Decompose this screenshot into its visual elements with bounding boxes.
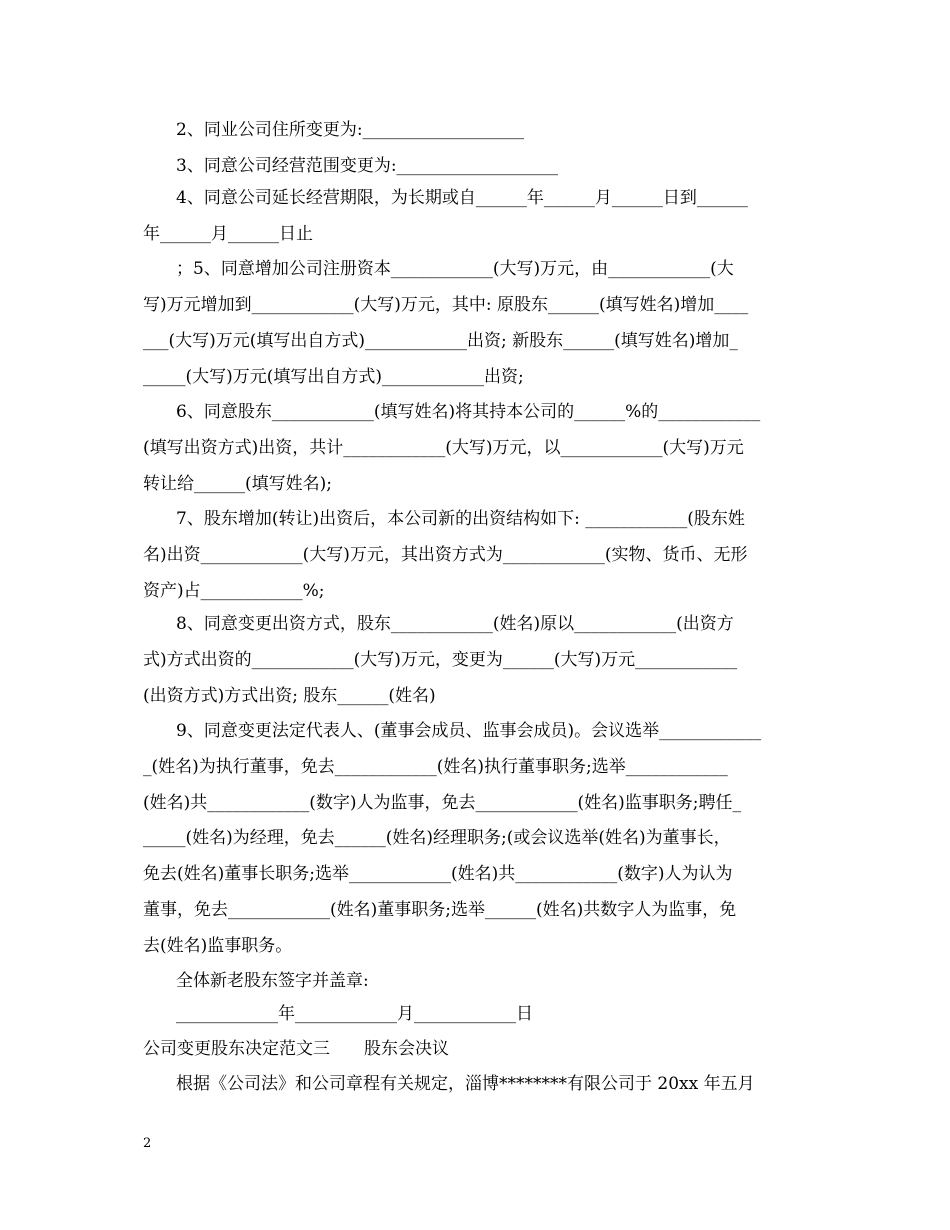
text-line: 根据《公司法》和公司章程有关规定，淄博********有限公司于 20xx 年五月 bbox=[176, 1074, 755, 1094]
text-line: 转让给______(填写姓名); bbox=[143, 474, 332, 494]
text-line: 8、同意变更出资方式，股东____________(姓名)原以____________(出资方 bbox=[176, 614, 734, 634]
section-heading: 公司变更股东决定范文三 股东会决议 bbox=[143, 1039, 449, 1059]
text-line: 年______月______日止 bbox=[143, 224, 313, 244]
text-line: 写)万元增加到____________(大写)万元，其中: 原股东______(填写姓名)增加____ bbox=[143, 295, 749, 315]
text-line: 名)出资____________(大写)万元，其出资方式为____________(实物、货币、无形 bbox=[143, 545, 748, 565]
text-line: 全体新老股东签字并盖章: bbox=[176, 971, 369, 991]
text-line: ___(大写)万元(填写出自方式)____________出资; 新股东______(填写姓名)增加_ bbox=[143, 331, 738, 351]
page-number: 2 bbox=[143, 1136, 152, 1151]
text-line: 9、同意变更法定代表人、(董事会成员、监事会成员)。会议选举____________ bbox=[176, 721, 762, 741]
text-line: 7、股东增加(转让)出资后，本公司新的出资结构如下: ____________(股东姓 bbox=[176, 509, 745, 529]
text-line: 董事，免去____________(姓名)董事职务;选举______(姓名)共数字人为监事，免 bbox=[143, 900, 737, 920]
text-line: (填写出资方式)出资，共计____________(大写)万元，以____________(大写)万元 bbox=[143, 438, 744, 458]
text-line: ____________年____________月____________日 bbox=[176, 1004, 533, 1024]
text-line: ；5、同意增加公司注册资本____________(大写)万元，由____________(大 bbox=[176, 259, 734, 279]
text-line: 6、同意股东____________(填写姓名)将其持本公司的______%的____________ bbox=[176, 402, 761, 422]
text-line: _(姓名)为执行董事，免去____________(姓名)执行董事职务;选举____________ bbox=[143, 757, 728, 777]
text-line: _____(姓名)为经理，免去______(姓名)经理职务;(或会议选举(姓名)为董事长， bbox=[143, 828, 731, 848]
text-line: (姓名)共____________(数字)人为监事，免去____________(姓名)监事职务;聘任_ bbox=[143, 793, 742, 813]
text-line: _____(大写)万元(填写出自方式)____________出资; bbox=[143, 367, 524, 387]
text-line: 2、同业公司住所变更为:___________________ bbox=[176, 120, 525, 140]
text-line: 去(姓名)监事职务。 bbox=[143, 936, 293, 956]
text-line: 式)方式出资的____________(大写)万元，变更为______(大写)万元____________ bbox=[143, 650, 738, 670]
text-line: (出资方式)方式出资; 股东______(姓名) bbox=[143, 686, 436, 706]
text-line: 资产)占____________%; bbox=[143, 581, 325, 601]
text-line: 3、同意公司经营范围变更为:___________________ bbox=[176, 156, 559, 176]
text-line: 4、同意公司延长经营期限，为长期或自______年______月______日到______ bbox=[176, 188, 748, 208]
text-line: 免去(姓名)董事长职务;选举____________(姓名)共____________(数字)人为认为 bbox=[143, 864, 733, 884]
